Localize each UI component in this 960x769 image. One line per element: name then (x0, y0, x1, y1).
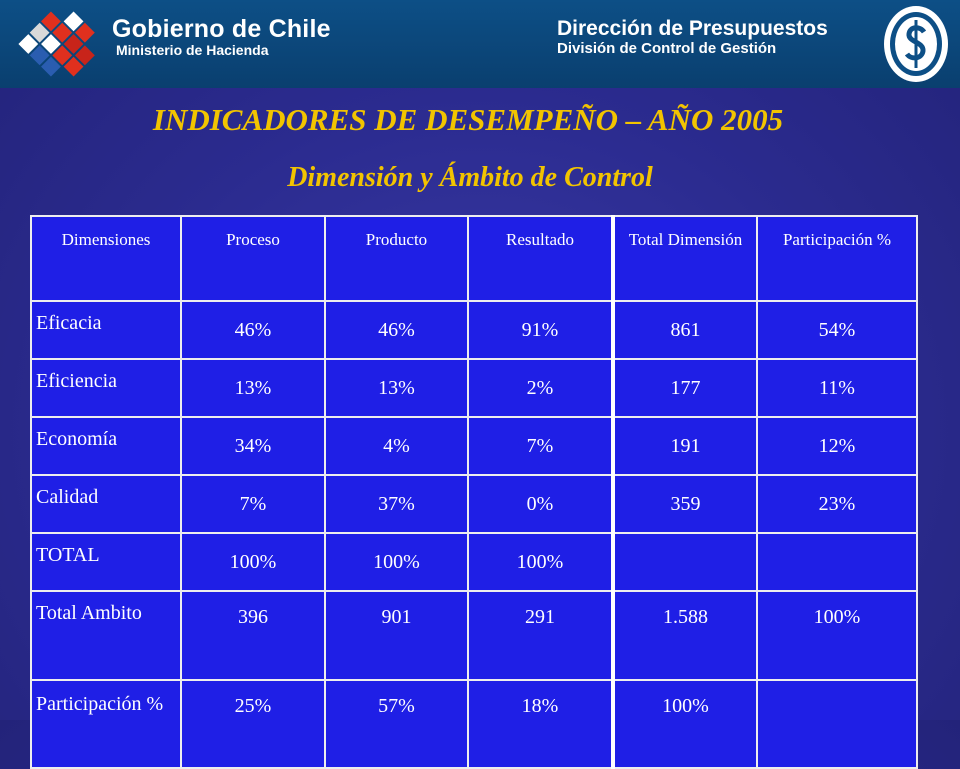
gobierno-text (112, 16, 331, 58)
table-cell: 46% (181, 301, 325, 359)
table-cell: 57% (325, 680, 468, 768)
table-cell: 13% (325, 359, 468, 417)
table-cell: 291 (468, 591, 613, 680)
table-cell: 901 (325, 591, 468, 680)
header-total-dimension: Total Dimensión (613, 216, 757, 301)
dipres-text (557, 18, 828, 58)
table-row (31, 417, 917, 475)
table-cell: 177 (613, 359, 757, 417)
table-cell: 100% (468, 533, 613, 591)
table-cell: 0% (468, 475, 613, 533)
table-cell: 54% (757, 301, 917, 359)
table-cell: 91% (468, 301, 613, 359)
table-cell: 191 (613, 417, 757, 475)
table-cell: 2% (468, 359, 613, 417)
table-row (31, 533, 917, 591)
dp-title: Dirección de Presupuestos (557, 17, 828, 40)
table-cell: 359 (613, 475, 757, 533)
gobierno-logo-icon (8, 4, 108, 84)
table-header-row (31, 216, 917, 301)
table-cell (613, 533, 757, 591)
row-label: Eficiencia (31, 359, 181, 417)
table-cell: 100% (181, 533, 325, 591)
table-cell (757, 680, 917, 768)
row-label: TOTAL (31, 533, 181, 591)
table-cell: 100% (325, 533, 468, 591)
table-cell: 11% (757, 359, 917, 417)
header-bar (0, 0, 960, 88)
table-cell: 1.588 (613, 591, 757, 680)
table-cell: 23% (757, 475, 917, 533)
table-row (31, 301, 917, 359)
table-cell: 25% (181, 680, 325, 768)
indicators-table (30, 215, 918, 769)
header-dimensiones: Dimensiones (31, 216, 181, 301)
table-cell: 4% (325, 417, 468, 475)
table-cell: 34% (181, 417, 325, 475)
table-row (31, 591, 917, 680)
dipres-seal-icon (876, 4, 956, 84)
table-cell: 18% (468, 680, 613, 768)
row-label: Total Ambito (31, 591, 181, 680)
row-label: Eficacia (31, 301, 181, 359)
table-cell (757, 533, 917, 591)
table-cell: 13% (181, 359, 325, 417)
table-row (31, 680, 917, 768)
header-resultado: Resultado (468, 216, 613, 301)
header-producto: Producto (325, 216, 468, 301)
row-label: Calidad (31, 475, 181, 533)
table-cell: 7% (468, 417, 613, 475)
table-cell: 100% (757, 591, 917, 680)
table-cell: 100% (613, 680, 757, 768)
table-row (31, 475, 917, 533)
header-proceso: Proceso (181, 216, 325, 301)
row-label: Economía (31, 417, 181, 475)
table-cell: 46% (325, 301, 468, 359)
table-cell: 12% (757, 417, 917, 475)
table-cell: 861 (613, 301, 757, 359)
table-cell: 37% (325, 475, 468, 533)
dp-subtitle: División de Control de Gestión (557, 40, 777, 57)
gov-title: Gobierno de Chile (112, 15, 331, 43)
header-participacion: Participación % (757, 216, 917, 301)
page-subtitle: Dimensión y Ámbito de Control (287, 162, 653, 193)
table-row (31, 359, 917, 417)
table-cell: 7% (181, 475, 325, 533)
table-cell: 396 (181, 591, 325, 680)
row-label: Participación % (31, 680, 181, 768)
page-title: INDICADORES DE DESEMPEÑO – AÑO 2005 (152, 102, 784, 137)
gov-subtitle: Ministerio de Hacienda (116, 42, 269, 58)
